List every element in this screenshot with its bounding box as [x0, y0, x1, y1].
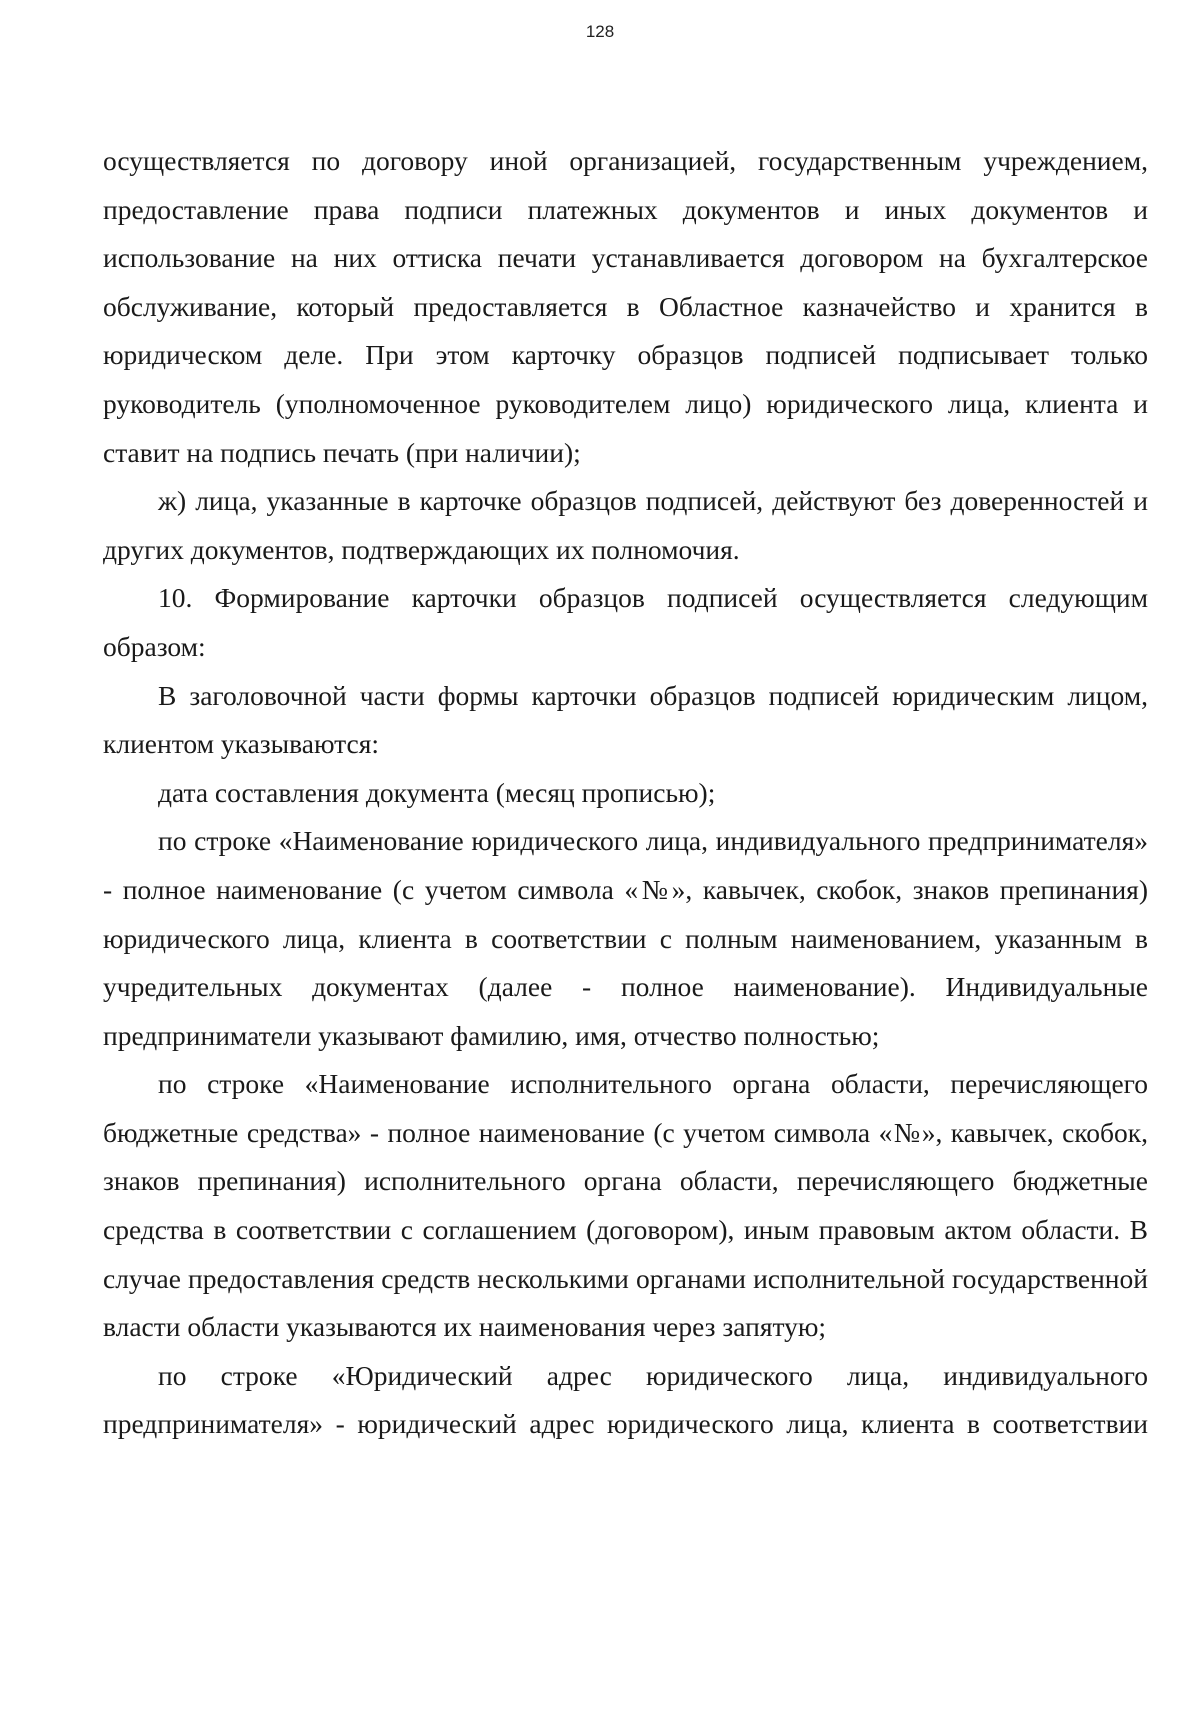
paragraph: по строке «Наименование юридического лица, индивидуального предпринимателя» - полное наименование (с учетом символа «№», кавычек, скобок, знаков препинания) юридического лица, клиента в соответствии с полным наименованием, указанным в учредительных документах (далее - полное наименование). Индивидуальные предприниматели указывают фамилию, имя, отчество полностью; [103, 825, 1148, 1051]
paragraph: осуществляется по договору иной организацией, государственным учреждением, предоставление права подписи платежных документов и иных документов и использование на них оттиска печати устанавливается договором на бухгалтерское обслуживание, который предоставляется в Областное казначейство и хранится в юридическом деле. При этом карточку образцов подписей подписывает только руководитель (уполномоченное руководителем лицо) юридического лица, клиента и ставит на подпись печать (при наличии); [103, 145, 1148, 468]
paragraph: по строке «Наименование исполнительного органа области, перечисляющего бюджетные средства» - полное наименование (с учетом символа «№», кавычек, скобок, знаков препинания) исполнительного органа области, перечисляющего бюджетные средства в соответствии с соглашением (договором), иным правовым актом области. В случае предоставления средств несколькими органами исполнительной государственной власти области указываются их наименования через запятую; [103, 1068, 1148, 1343]
paragraph: ж) лица, указанные в карточке образцов подписей, действуют без доверенностей и других документов, подтверждающих их полномочия. [103, 485, 1148, 565]
paragraph: по строке «Юридический адрес юридического лица, индивидуального предпринимателя» - юридический адрес юридического лица, клиента в соответствии [103, 1359, 1148, 1440]
document-body [103, 137, 1148, 1449]
paragraph: 10. Формирование карточки образцов подписей осуществляется следующим образом: [103, 582, 1148, 662]
page-number: 128 [585, 22, 615, 41]
paragraph: дата составления документа (месяц прописью); [158, 776, 716, 808]
paragraph: В заголовочной части формы карточки образцов подписей юридическим лицом, клиентом указываются: [103, 679, 1148, 760]
